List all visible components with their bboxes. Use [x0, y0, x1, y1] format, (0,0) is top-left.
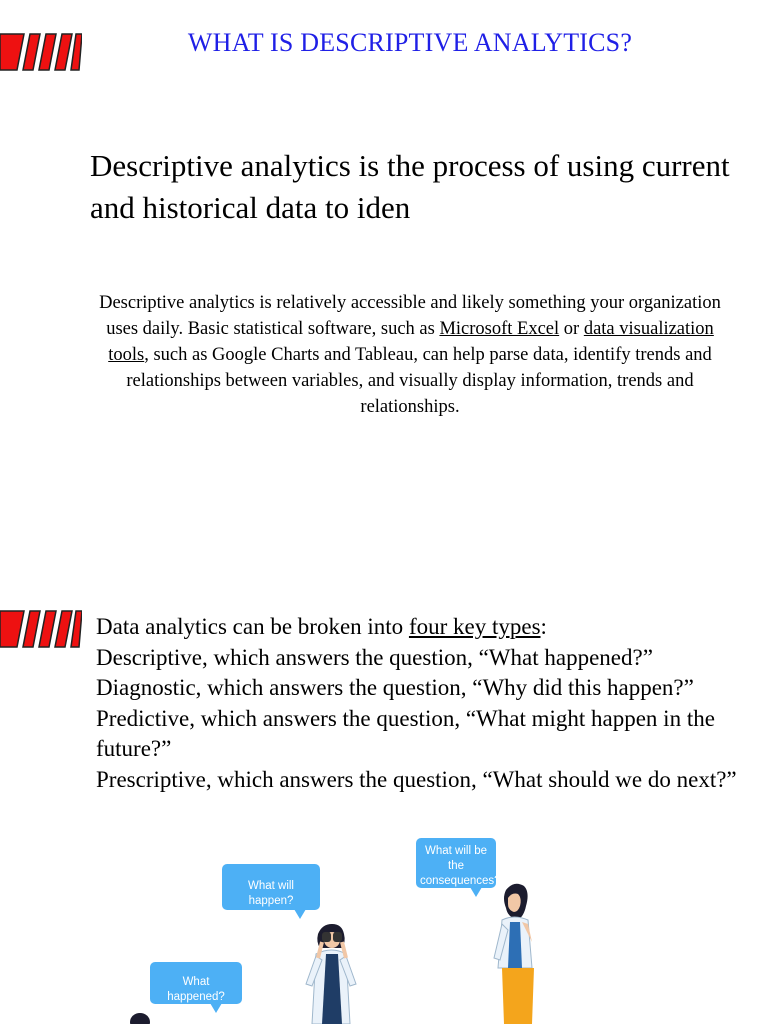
types-intro: Data analytics can be broken into four key types:	[96, 614, 547, 639]
speech-bubble-consequences: What will be the consequences?	[416, 838, 496, 888]
link-microsoft-excel[interactable]: Microsoft Excel	[439, 319, 560, 339]
lead-paragraph: Descriptive analytics is the process of using current and historical data to iden	[90, 148, 730, 225]
person-thinking-icon	[488, 880, 548, 1024]
page-title: WHAT IS DESCRIPTIVE ANALYTICS?	[187, 28, 633, 57]
person-binoculars-icon	[296, 912, 366, 1024]
red-stripes-icon	[0, 30, 82, 72]
body-paragraph	[90, 290, 730, 420]
link-data-visualization-tools[interactable]: data visualization tools	[108, 319, 714, 365]
body-text: Descriptive analytics is relatively accessible and likely something your organization uses daily. Basic statistical software, such as	[99, 293, 721, 339]
type-diagnostic: Diagnostic, which answers the question, “Why did this happen?”	[96, 675, 694, 700]
slide-analytics-types	[0, 512, 768, 1024]
analytics-types-text	[96, 612, 756, 795]
red-stripes-icon	[0, 607, 82, 649]
speech-bubble-what-happened: What happened?	[150, 962, 242, 1004]
speech-bubble-what-will-happen: What will happen?	[222, 864, 320, 910]
person-partial-icon	[122, 1008, 152, 1024]
type-prescriptive: Prescriptive, which answers the question, “What should we do next?”	[96, 766, 737, 792]
link-four-key-types[interactable]: four key types	[408, 614, 541, 639]
body-text: , such as Google Charts and Tableau, can help parse data, identify trends and relationships between variables, and visually display information, trends and relationships.	[126, 345, 712, 417]
type-descriptive: Descriptive, which answers the question, “What happened?”	[96, 644, 653, 670]
body-text: or	[559, 319, 584, 339]
type-predictive: Predictive, which answers the question, “What might happen in the future?”	[96, 705, 715, 761]
